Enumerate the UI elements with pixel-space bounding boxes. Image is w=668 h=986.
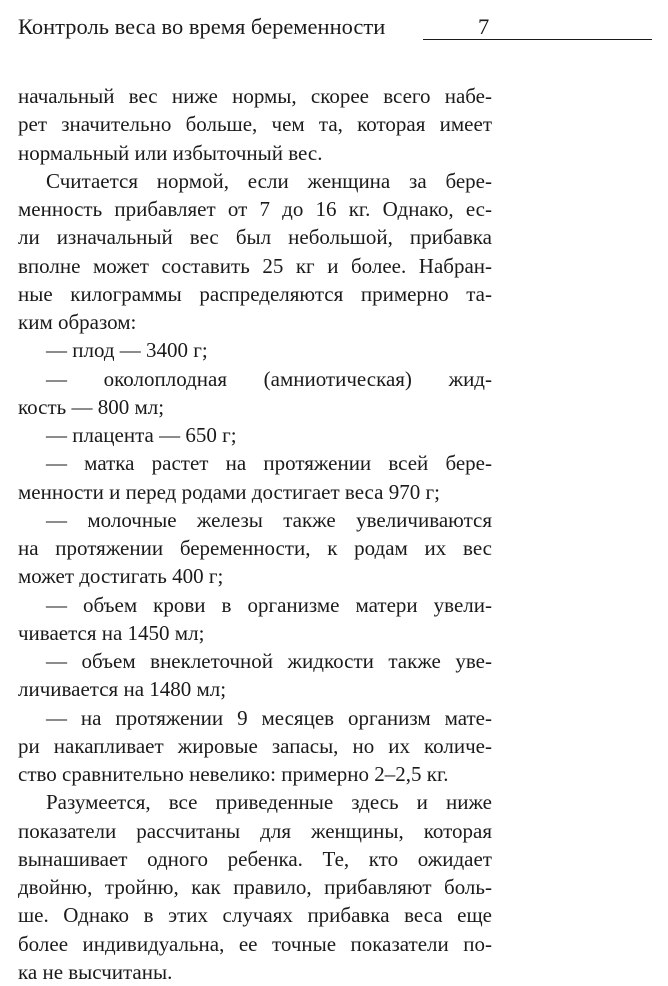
text-line: ли изначальный вес был небольшой, прибавка (18, 225, 492, 250)
text-line: двойню, тройню, как правило, прибавляют боль- (18, 875, 492, 899)
text-line: показатели рассчитаны для женщины, которая (18, 818, 492, 843)
text-line: вынашивает одного ребенка. Те, кто ожидает (18, 846, 492, 871)
header-rule (423, 39, 652, 40)
text-line: может достигать 400 г; (18, 564, 224, 589)
text-line: менности и перед родами достигает веса 970 г; (18, 479, 440, 504)
text-line: кость — 800 мл; (18, 394, 165, 419)
text-line: вполне может составить 25 кг и более. Набран- (18, 253, 492, 278)
text-line: чивается на 1450 мл; (18, 620, 205, 645)
text-line: на протяжении беременности, к родам их вес (18, 536, 492, 560)
text-line: начальный вес ниже нормы, скорее всего набе- (18, 84, 492, 108)
text-line: — на протяжении 9 месяцев организм мате- (46, 705, 492, 730)
body-text (18, 82, 492, 986)
text-line: — объем внеклеточной жидкости также уве- (46, 649, 492, 673)
running-head (18, 12, 652, 42)
text-line: ные килограммы распределяются примерно та- (18, 281, 492, 306)
text-line: рет значительно больше, чем та, которая имеет (18, 112, 492, 137)
text-line: ка не высчитаны. (18, 959, 173, 984)
text-line: ри накапливает жировые запасы, но их количе- (18, 733, 492, 758)
text-line: ство сравнительно невелико: примерно 2–2,5 кг. (18, 762, 449, 786)
running-title: Контроль веса во время беременности (18, 14, 386, 39)
text-line: — объем крови в организме матери увели- (46, 592, 492, 617)
text-line: ким образом: (18, 310, 137, 334)
text-line: Считается нормой, если женщина за бере- (46, 168, 492, 193)
text-line: — околоплодная (амниотическая) жид- (46, 366, 492, 391)
text-line: — молочные железы также увеличиваются (46, 507, 492, 532)
page-number: 7 (478, 14, 490, 39)
text-line: более индивидуальна, ее точные показатели по- (18, 931, 492, 956)
text-line: — плацента — 650 г; (46, 423, 237, 447)
text-line: менность прибавляет от 7 до 16 кг. Однако, ес- (18, 197, 492, 221)
text-line: Разумеется, все приведенные здесь и ниже (46, 790, 492, 815)
text-line: — матка растет на протяжении всей бере- (46, 451, 492, 476)
text-line: — плод — 3400 г; (46, 338, 208, 363)
text-line: личивается на 1480 мл; (18, 677, 227, 702)
text-line: ше. Однако в этих случаях прибавка веса еще (18, 903, 492, 928)
text-line: нормальный или избыточный вес. (18, 140, 323, 165)
